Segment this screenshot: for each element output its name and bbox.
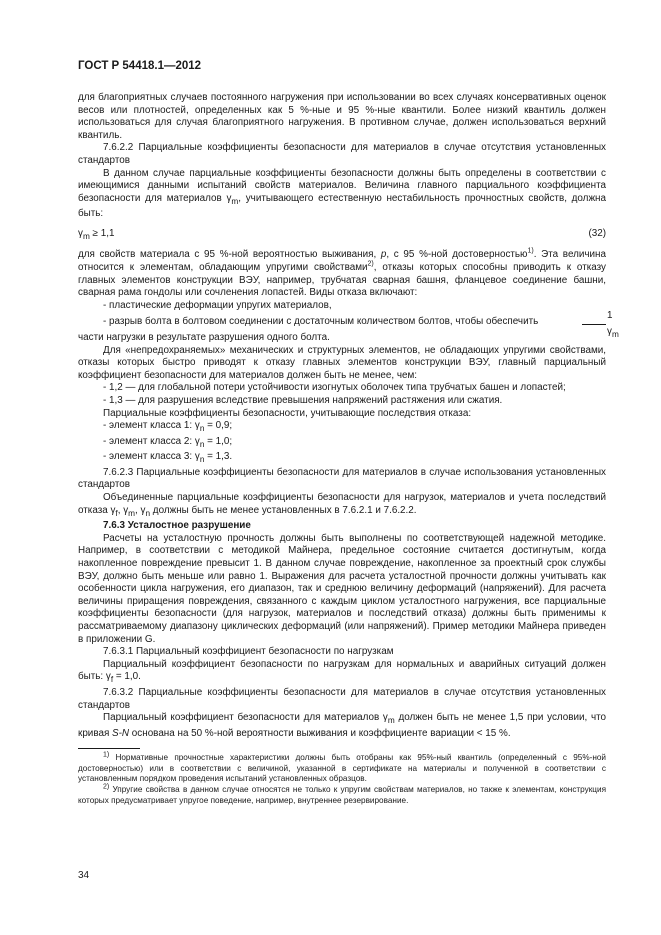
list-item: - элемент класса 3: $\gamma_n = 1,3$. (103, 451, 233, 465)
formula-32 (78, 228, 606, 244)
standard-title: ГОСТ Р 54418.1—2012 (78, 60, 202, 72)
section-heading: 7.6.3 Усталостное разрушение (103, 520, 251, 532)
page-content (78, 92, 619, 806)
paragraph: Объединенные парциальные коэффициенты безопасности для нагрузок, материалов и учета последствий отказа $\gamma_f$, $\gamma_m$, $\gamma_n$ должны быть не менее установленных в 7.6.2.1 и 7.6.2.2. (78, 492, 606, 518)
subsection-heading: 7.6.3.2 Парциальные коэффициенты безопасности для материалов в случае отсутствия установленных стандартов (78, 686, 606, 711)
formula-expression: $\gamma_m \ge 1,1$ (78, 227, 115, 241)
paragraph: для благоприятных случаев постоянного нагружения при использовании во всех случаях консервативных оценок весов или плотностей, определенных как 5 %-ные и 95 %-ные квантили. Более низкий квантиль должен использоваться для случая благоприятного нагружения. В противном случае, должен использоваться верхний квантиль. (78, 92, 606, 141)
footnote-1: $^{1)}$ Нормативные прочностные характеристики должны быть отобраны как 95%-ный квантиль (определенный с 95%-ной достоверностью) или в соответствии с величиной, указанной в сертификате на материалы и полученной в соответствии с установленным порядком проведения испытаний установленных образцов. (78, 751, 606, 784)
paragraph: части нагрузки в результате разрушения одного болта. (78, 332, 330, 344)
footnote-divider (78, 748, 140, 749)
paragraph: Парциальный коэффициент безопасности для материалов $\gamma_m$ должен быть не менее 1,5 при условии, что кривая S-N основана на 50 %-ной вероятности выживания и коэффициенте вариации < 15 %. (78, 712, 607, 739)
paragraph: Для «непредохраняемых» механических и структурных элементов, не обладающих упругими свойствами, отказы которых быстро приводят к отказу главных элементов конструкции ВЭУ, главный парциальный коэффициент безопасности для материалов должен быть не менее, чем: (78, 344, 606, 381)
formula-number: (32) (588, 227, 606, 239)
page-number: 34 (78, 870, 90, 881)
list-item: - 1,3 — для разрушения вследствие превышения напряжений растяжения или сжатия. (103, 395, 503, 406)
paragraph: Парциальные коэффициенты безопасности, учитывающие последствия отказа: (103, 407, 472, 419)
list-item: - элемент класса 2: $\gamma_n = 1,0$; (103, 435, 233, 449)
subsection-heading: 7.6.2.2 Парциальные коэффициенты безопасности для материалов в случае отсутствия установленных стандартов (78, 142, 606, 166)
list-item: - 1,2 — для глобальной потери устойчивости изогнутых оболочек типа трубчатых башен и лопастей; (103, 382, 566, 394)
list-item: - разрыв болта в болтовом соединении с достаточным количеством болтов, чтобы обеспечить $\frac{1}{\gamma_m}$ (78, 316, 606, 329)
paragraph: Расчеты на усталостную прочность должны быть выполнены по соответствующей надежной методике. Например, в соответствии с методикой Майнера, предельное состояние считается достигнутым, когда накопленное повреждение превысит 1. В данном случае повреждение, накопленное за проектный срок службы ВЭУ, должно быть меньше или равно 1. Выражения для расчета усталостной прочности должны учитывать как особенности цикла нагружения, его диапазон, так и среднюю величину деформаций (напряжений). Для расчета величины приращения повреждения, связанного с каждым циклом усталостного нагружения, все парциальные коэффициенты безопасности (для нагрузок, материалов и последствий отказа) должны быть применимы к рассматриваемому диапазону циклических деформаций (или напряжений). Пример методики Майнера приведен в приложении G. (78, 532, 606, 645)
list-item: - элемент класса 1: $\gamma_n = 0,9$; (103, 420, 233, 434)
subsection-heading: 7.6.2.3 Парциальные коэффициенты безопасности для материалов в случае использования установленных стандартов (78, 466, 606, 491)
list-item: - пластические деформации упругих материалов, (103, 299, 332, 311)
footnote-ref-2: 2) (367, 260, 374, 268)
subsection-heading: 7.6.3.1 Парциальный коэффициент безопасности по нагрузкам (103, 646, 394, 658)
fraction: $\frac{1}{\gamma_m}$ (582, 310, 606, 341)
footnote-ref-1: 1) (527, 248, 534, 256)
footnote-2: $^{2)}$ Упругие свойства в данном случае относятся не только к упругим свойствам материалов, но также к элементам, конструкция которых предусматривает упругое поведение, например, внутреннее резервирование. (78, 783, 607, 805)
paragraph: Парциальный коэффициент безопасности по нагрузкам для нормальных и аварийных ситуаций должен быть: $\gamma_f = 1,0$. (78, 658, 606, 685)
paragraph: для свойств материала с 95 %-ной вероятностью выживания, p, с 95 %-ной достоверностью$^{1)}$. Эта величина относится к элементам, обладающим упругими свойствами$^{2)}$, отказы которых способны приводить к отказу главных элементов конструкции ВЭУ, например, трубчатая сварная башня, фланцевое соединение башни, сварная рама гондолы или сочленения лопастей. Виды отказа включают: (78, 248, 606, 299)
paragraph: В данном случае парциальные коэффициенты безопасности должны быть определены в соответствии с имеющимися данными испытаний свойств материалов. Величина главного парциального коэффициента безопасности для материалов $\gamma_m$, учитывающего естественную нестабильность прочностных свойств, должна быть: (78, 167, 606, 220)
